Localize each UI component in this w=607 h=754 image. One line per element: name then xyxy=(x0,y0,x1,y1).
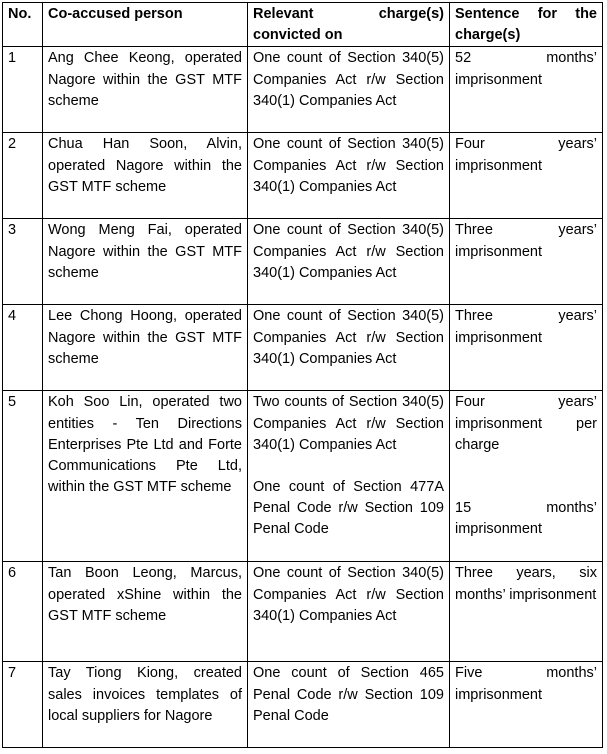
person-cell: Lee Chong Hoong, operated Nagore within the GST MTF scheme xyxy=(43,305,248,391)
sentence-text: 52 months’ imprisonment xyxy=(455,50,597,88)
person-cell: Chua Han Soon, Alvin, operated Nagore within the GST MTF scheme xyxy=(43,133,248,219)
table-row xyxy=(3,47,603,133)
sentence-text: Five months’ imprisonment xyxy=(455,665,597,703)
sentence-cell xyxy=(450,562,603,662)
charge-text: One count of Section 340(5) Companies Act r/w Section 340(1) Companies Act xyxy=(253,565,444,624)
header-charge: Relevant charge(s) convicted on xyxy=(248,3,450,47)
sentence-cell xyxy=(450,305,603,391)
sentencing-table xyxy=(2,2,603,748)
charge-cell xyxy=(248,391,450,562)
sentence-text: 15 months’ imprisonment xyxy=(455,500,597,538)
charge-cell xyxy=(248,305,450,391)
header-no: No. xyxy=(3,3,43,47)
table-row xyxy=(3,133,603,219)
person-cell: Koh Soo Lin, operated two entities - Ten Directions Enterprises Pte Ltd and Forte Communications Pte Ltd, within the GST MTF scheme xyxy=(43,391,248,562)
charge-cell xyxy=(248,133,450,219)
table-header-row xyxy=(3,3,603,47)
header-person: Co-accused person xyxy=(43,3,248,47)
person-cell: Ang Chee Keong, operated Nagore within the GST MTF scheme xyxy=(43,47,248,133)
charge-text: One count of Section 340(5) Companies Act r/w Section 340(1) Companies Act xyxy=(253,308,444,367)
row-number: 4 xyxy=(3,305,43,391)
table-row xyxy=(3,562,603,662)
sentence-text: Three years’ imprisonment xyxy=(455,222,597,260)
header-sentence: Sentence for the charge(s) xyxy=(450,3,603,47)
row-number: 1 xyxy=(3,47,43,133)
charge-text: Two counts of Section 340(5) Companies Act r/w Section 340(1) Companies Act xyxy=(253,394,444,453)
sentence-text: Three years, six months’ imprisonment xyxy=(455,565,597,603)
table-row xyxy=(3,219,603,305)
person-cell: Tan Boon Leong, Marcus, operated xShine within the GST MTF scheme xyxy=(43,562,248,662)
charge-cell xyxy=(248,47,450,133)
sentence-text: Three years’ imprisonment xyxy=(455,308,597,346)
row-number: 2 xyxy=(3,133,43,219)
row-number: 3 xyxy=(3,219,43,305)
charge-cell xyxy=(248,219,450,305)
charge-text: One count of Section 477A Penal Code r/w Section 109 Penal Code xyxy=(253,479,444,538)
table-row xyxy=(3,662,603,748)
sentence-text: Four years’ imprisonment xyxy=(455,136,597,174)
sentence-cell xyxy=(450,47,603,133)
table-row xyxy=(3,391,603,562)
charge-text: One count of Section 465 Penal Code r/w Section 109 Penal Code xyxy=(253,665,444,724)
charge-text: One count of Section 340(5) Companies Act r/w Section 340(1) Companies Act xyxy=(253,222,444,281)
sentence-cell xyxy=(450,133,603,219)
charge-text: One count of Section 340(5) Companies Act r/w Section 340(1) Companies Act xyxy=(253,136,444,195)
row-number: 5 xyxy=(3,391,43,562)
row-number: 6 xyxy=(3,562,43,662)
row-number: 7 xyxy=(3,662,43,748)
person-cell: Wong Meng Fai, operated Nagore within the GST MTF scheme xyxy=(43,219,248,305)
charge-cell xyxy=(248,662,450,748)
sentence-text: Four years’ imprisonment per charge xyxy=(455,394,597,453)
sentence-cell xyxy=(450,219,603,305)
sentence-cell xyxy=(450,662,603,748)
table-row xyxy=(3,305,603,391)
sentence-cell xyxy=(450,391,603,562)
charge-cell xyxy=(248,562,450,662)
person-cell: Tay Tiong Kiong, created sales invoices templates of local suppliers for Nagore xyxy=(43,662,248,748)
charge-text: One count of Section 340(5) Companies Act r/w Section 340(1) Companies Act xyxy=(253,50,444,109)
